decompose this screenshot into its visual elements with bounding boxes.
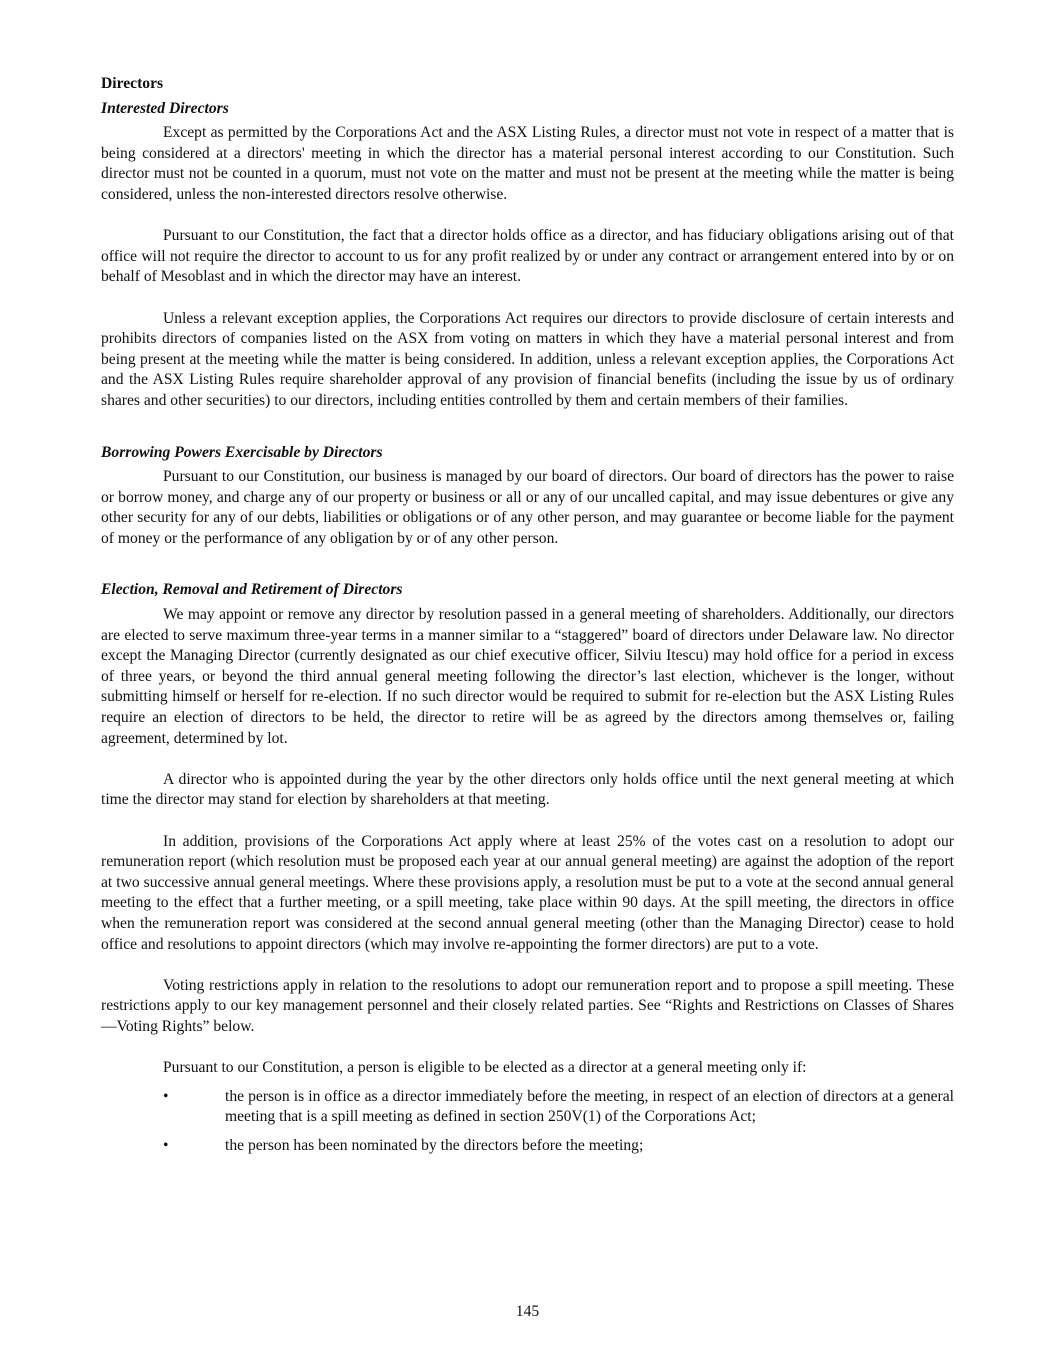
paragraph: In addition, provisions of the Corporations Act apply where at least 25% of the votes cast on a resolution to adopt our remuneration report (which resolution must be proposed each year at our annual general meeting) are against the adoption of the report at two successive annual general meetings. Where these provisions apply, a resolution must be put to a vote at the second annual general meeting to the effect that a further meeting, or a spill meeting, take place within 90 days. At the spill meeting, the directors in office when the remuneration report was considered at the second annual general meeting (other than the Managing Director) cease to hold office and resolutions to appoint directors (which may involve re-appointing the former directors) are put to a vote. bbox=[101, 832, 954, 953]
paragraph: A director who is appointed during the year by the other directors only holds office until the next general meeting at which time the director may stand for election by shareholders at that meeting. bbox=[101, 770, 954, 809]
subsection-heading-interested-directors: Interested Directors bbox=[101, 99, 229, 117]
paragraph: Pursuant to our Constitution, our business is managed by our board of directors. Our board of directors has the power to raise or borrow money, and charge any of our property or business or all or any of our uncalled capital, and may issue debentures or give any other security for any of our debts, liabilities or obligations or of any other person, and may guarantee or become liable for the payment of money or the performance of any obligation by or of any other person. bbox=[101, 468, 954, 547]
paragraph: Voting restrictions apply in relation to the resolutions to adopt our remuneration report and to propose a spill meeting. These restrictions apply to our key management personnel and their closely related parties. See “Rights and Restrictions on Classes of Shares—Voting Rights” below. bbox=[101, 976, 954, 1035]
bullet-text: the person is in office as a director immediately before the meeting, in respect of an election of directors at a general meeting that is a spill meeting as defined in section 250V(1) of the Corporations Act; bbox=[225, 1087, 954, 1126]
subsection-heading-borrowing-powers: Borrowing Powers Exercisable by Directors bbox=[101, 443, 383, 461]
bullet-text: the person has been nominated by the directors before the meeting; bbox=[225, 1136, 644, 1154]
eligibility-lead-in: Pursuant to our Constitution, a person is eligible to be elected as a director at a general meeting only if: bbox=[163, 1059, 807, 1077]
bullet-icon: • bbox=[163, 1087, 169, 1105]
section-title: Directors bbox=[101, 75, 164, 92]
subsection-heading-election-removal-retirement: Election, Removal and Retirement of Directors bbox=[101, 581, 403, 599]
document-page bbox=[101, 74, 954, 1157]
page-number: 145 bbox=[515, 1303, 540, 1320]
paragraph: Except as permitted by the Corporations Act and the ASX Listing Rules, a director must not vote in respect of a matter that is being considered at a directors' meeting in which the director has a material personal interest according to our Constitution. Such director must not be counted in a quorum, must not vote on the matter and must not be present at the meeting while the matter is being considered, unless the non-interested directors resolve otherwise. bbox=[101, 124, 954, 203]
bullet-icon: • bbox=[163, 1136, 169, 1154]
paragraph: Unless a relevant exception applies, the Corporations Act requires our directors to provide disclosure of certain interests and prohibits directors of companies listed on the ASX from voting on matters in which they have a material personal interest and from being present at the meeting while the matter is being considered. In addition, unless a relevant exception applies, the Corporations Act and the ASX Listing Rules require shareholder approval of any provision of financial benefits (including the issue by us of ordinary shares and other securities) to our directors, including entities controlled by them and certain members of their families. bbox=[101, 309, 954, 409]
bullet-item bbox=[101, 1136, 954, 1157]
paragraph: We may appoint or remove any director by resolution passed in a general meeting of shareholders. Additionally, our directors are elected to serve maximum three-year terms in a manner similar to a “staggered” board of directors under Delaware law. No director except the Managing Director (currently designated as our chief executive officer, Silviu Itescu) may hold office for a period in excess of three years, or beyond the third annual general meeting following the director’s last election, whichever is the longer, without submitting himself or herself for re-election. If no such director would be required to submit for re-election but the ASX Listing Rules require an election of directors to be held, the director to retire will be as agreed by the directors among themselves or, failing agreement, determined by lot. bbox=[101, 606, 954, 747]
paragraph: Pursuant to our Constitution, the fact that a director holds office as a director, and has fiduciary obligations arising out of that office will not require the director to account to us for any profit realized by or under any contract or arrangement entered into by or on behalf of Mesoblast and in which the director may have an interest. bbox=[101, 227, 954, 286]
bullet-item bbox=[101, 1087, 954, 1128]
